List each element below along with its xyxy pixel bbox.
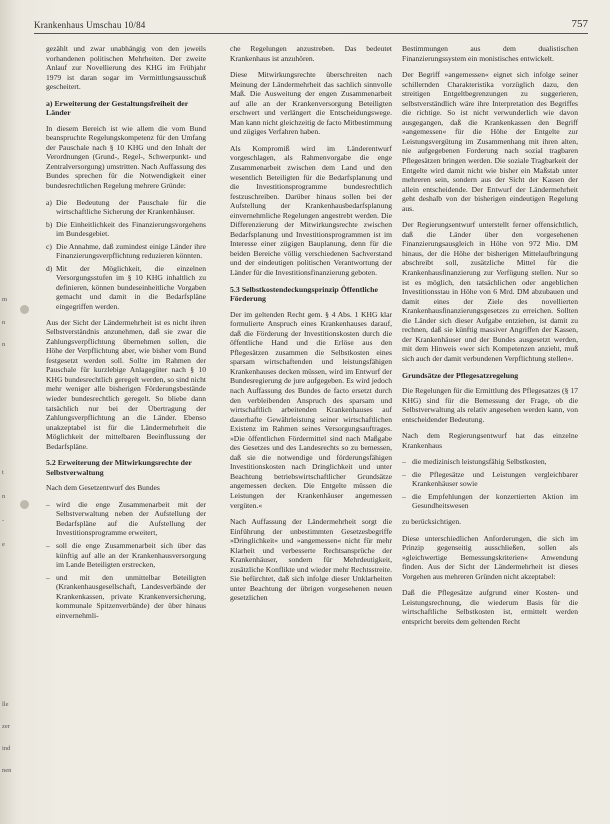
reasons-list <box>46 198 206 312</box>
list-item <box>46 220 206 239</box>
section-heading: a) Erweiterung der Gestaltungsfreiheit der Länder <box>46 98 189 118</box>
edge-fragment: zer <box>2 723 10 730</box>
paragraph: Als Kompromiß wird im Länderentwurf vorgeschlagen, als Rahmenvorgabe die enge Zusammenarbeit zwischen dem Land und den wesentlich Beteiligten für die Bedarfsplanung und die Investitionsprogramme bundesrechtlich festzuschreiben. Darüber hinaus sollen bei der Aufstellung der Krankenhausbedarfsplanung einvernehmliche Regelungen angestrebt werden. Die Differenzierung der Mitwirkungsrechte zwischen Bedarfsplanung und Investitionsprogrammen ist im Interesse einer zügigen Bauplanung, denn für die beiden Bereiche völlig verschiedenen Sachverstand und der eindeutigen politischen Verantwortung der Länder für die Investitionsfinanzierung geboten. <box>230 143 392 278</box>
edge-fragment: n <box>2 493 6 500</box>
paragraph: Die Regelungen für die Ermittlung des Pflegesatzes (§ 17 KHG) sind für die Bemessung der Frage, ob die Selbstverwaltung als relativ angesehen werden kann, von entscheidender Bedeutung. <box>402 386 578 424</box>
dash-list <box>402 457 578 511</box>
list-item: – die medizinisch leistungsfähig Selbstkosten, <box>402 457 578 467</box>
section-heading: 5.3 Selbstkostendeckungsprinzip Öffentliche Förderung <box>230 284 378 304</box>
list-item: – wird die enge Zusammenarbeit mit der Selbstverwaltung neben der Aufstellung der Bedarfspläne auf die Aufstellung der Investitionsprogramme erweitert, <box>46 500 206 538</box>
paragraph: Diese unterschiedlichen Anforderungen, die sich im Prinzip gegenseitig ausschließen, sollen als »gleichwertige Bemessungskriterien« Anwendung finden. Aus der Sicht der Ländermehrheit ist dieses Vorgehen aus mehreren Gründen nicht akzeptabel: <box>402 533 578 581</box>
list-item-text: Die Bedeutung der Pauschale für die wirtschaftliche Sicherung der Krankenhäuser. <box>56 197 206 217</box>
edge-fragment: e <box>2 541 5 548</box>
edge-fragment: nen <box>2 767 12 774</box>
list-item: – die Pflegesätze und Leistungen vergleichbarer Krankenhäuser sowie <box>402 470 578 489</box>
list-item-text: Die Einheitlichkeit des Finanzierungsvorgehens im Bundesgebiet. <box>56 219 206 239</box>
paragraph: Der Regierungsentwurf unterstellt ferner offensichtlich, daß die Länder über den vorgesehenen Finanzierungsausgleich in Höhe von 972 Mio. DM hinaus, der die Höhe der bisherigen Mittelaufbringung abschreibt soll, zusätzliche Mittel für die Krankenhausfinanzierung zur Verfügung stellen. Nur so ist es möglich, den tatsächlichen oder angeblichen Investitionsstau in Höhe von 6 Mrd. DM abzubauen und damit eines der Ziele des novellierten Krankenhausfinanzierungsgesetzes zu erreichen. Sollten die Länder sich dieser Aufgabe entziehen, ist damit zu rechnen, daß sie künftig massiver Angriffen der Kassen, der Krankenhäuser und der Bundes ausgesetzt werden, mit dem Hinweis »wer sich Kompetenzen anzieht, muß sich auch der damit verbundenen Verpflichtung stellen«. <box>402 220 578 363</box>
edge-fragment: ind <box>2 745 11 752</box>
paragraph: gezählt und zwar unabhängig von den jeweils vorhandenen politischen Mehrheiten. Der zweite Anlauf zur Novellierung des KHG im Frühjahr 1979 ist daran sogar im Vermittlungsausschuß gescheitert. <box>46 44 206 92</box>
paragraph: che Regelungen anzustreben. Das bedeutet Krankenhaus ist anzuhören. <box>230 44 392 63</box>
binding-holes <box>20 0 34 824</box>
journal-title: Krankenhaus Umschau 10/84 <box>34 20 146 30</box>
list-item: – und mit den unmittelbar Beteiligten (Krankenhausgesellschaft, Landesverbände der Krankenkassen, private Krankenversicherung, kommunale Spitzenverbände) der über hinaus einvernehmli- <box>46 573 206 621</box>
edge-fragment: m <box>2 296 8 303</box>
edge-fragment: n <box>2 319 6 326</box>
paragraph: Der im geltenden Recht gem. § 4 Abs. 1 KHG klar formulierte Anspruch eines Krankenhauses darauf, daß die Förderung der Investitionskosten durch die öffentliche Hand und die Erlöse aus den Pflegesätzen zusammen die Selbstkosten eines sparsam wirtschaftenden und leistungsfähigen Krankenhauses decken müssen, wird im Entwurf der Bundesregierung de jure aufgegeben. Es wird jedoch nach Auffassung des Bundes de facto ersetzt durch den verbleibenden Anspruch des sparsam und wirtschaftlich arbeitenden Krankenhauses auf dauerhafte Gewährleistung seiner wirtschaftlichen Existenz im Rahmen seines Versorgungsauftrages. »Die öffentlichen Fördermittel sind nach Maßgabe des Gesetzes und des Landesrechts so zu bemessen, daß sie die notwendige und förderungsfähigen Investitionskosten nach Dringlichkeit und unter Beachtung betriebswirtschaftlicher Grundsätze angemessen decken. Die Entgelte müssen die Leistungen der Krankenhäuser angemessen vergüten.« <box>230 309 392 510</box>
list-item: – die Empfehlungen der konzertierten Aktion im Gesundheitswesen <box>402 492 578 511</box>
paragraph: Diese Mitwirkungsrechte überschreiten nach Meinung der Ländermehrheit das sachlich sinnvolle Maß. Die Ausweitung der engen Zusammenarbeit auf alle an der Krankenversorgung Beteiligten erschwert und verlängert die Entscheidungswege. Man kann nicht gleichzeitig de facto Mitbestimmung und zügiges Verfahren haben. <box>230 70 392 137</box>
paragraph: Nach dem Regierungsentwurf hat das einzelne Krankenhaus <box>402 431 578 450</box>
paragraph: Bestimmungen aus dem dualistischen Finanzierungssystem ein monistisches entwickelt. <box>402 44 578 63</box>
paragraph: Der Begriff »angemessen« eignet sich infolge seiner schillernden Charakteristika vorzüglich dazu, den streitigen Entgeltbegrenzungen zu suggerieren, selbstverständlich wäre ihre Interpretation des Begriffes die richtige. So ist nicht verwunderlich wie davon ausgegangen, daß die Krankenkassen den Begriff »angemessen« für die Höhe der Entgelte zur Leistungsvergütung im Zusammenhang mit ihren alten, nie aufgegebenen Forderung nach sozial tragbaren Pflegesätzen bringen werden. Die soziale Tragbarkeit der Entgelte wird damit nicht wie bisher ein Maßstab unter mehreren sein, sondern aus der Sicht der Kassen der allein entscheidende. Der Entwurf der Ländermehrheit geht deshalb von der bisherigen eindeutigen Regelung aus. <box>402 70 578 213</box>
list-item <box>46 198 206 217</box>
page-number: 757 <box>571 18 588 30</box>
paragraph: Nach Auffassung der Ländermehrheit sorgt die Einführung der unbestimmten Gesetzesbegriffe »Dringlichkeit« und »angemessen« nicht für mehr Klarheit und verbesserte Rechtsansprüche der Krankenhäuser, sondern für Mehrdeutigkeit, zusätzliche Konflikte und wieder mehr Rechtsstreite. Sie befürchtet, daß sich infolge dieser Unklarheiten unter Beachtung der übrigen vorgesehenen neuen gesetzlichen <box>230 517 392 603</box>
list-item <box>46 242 206 261</box>
section-heading: 5.2 Erweiterung der Mitwirkungsrechte der Selbstverwaltung <box>46 458 192 477</box>
column-2 <box>230 44 392 814</box>
paragraph: Aus der Sicht der Ländermehrheit ist es nicht ihren Selbstverständnis anzunehmen, daß sie zwar die Zahlungsverpflichtung übernehmen sollen, die Höhe der Verpflichtung aber, wie bisher vom Bund festgesetzt werden soll. Sollte im Rahmen der Pauschale für kurzlebige Anlagegüter nach § 10 KHG bundesrechtlich geregelt werden, so sind nicht mehr weniger alle bisherigen Förderungsbestände wieder bundesrechtlich geregelt. So bliebe dann tatsächlich nur bei der Übertragung der Zahlungsverpflichtung an die Länder. Ebenso unakzeptabel ist für die Ländermehrheit die Möglichkeit der mittelbaren Beeinflussung der Bedarfspläne. <box>46 317 206 451</box>
paragraph: In diesem Bereich ist wie allem die vom Bund beanspruchte Regelungskompetenz für den Umfang der Pauschale nach § 10 KHG und den Inhalt der Verordnungen (Grund-, Regel-, Schwerpunkt- und Zentralversorgung) umstritten. Nach Auffassung des Bundes sprechen für die Notwendigkeit einer bundesrechtlichen Regelung mehrere Gründe: <box>46 123 206 191</box>
left-edge-fragments <box>0 0 18 824</box>
list-item-text: Mit der Möglichkeit, die einzelnen Versorgungsstufen im § 10 KHG inhaltlich zu definieren, können bundeseinheitliche Vorgaben gemacht und damit in die Bedarfspläne eingegriffen werden. <box>56 263 206 312</box>
edge-fragment: - <box>2 517 5 524</box>
list-item-text: Die Annahme, daß zumindest einige Länder ihre Finanzierungsverpflichtung reduzieren könnten. <box>56 241 206 261</box>
column-1 <box>46 44 206 814</box>
paragraph: Nach dem Gesetzentwurf des Bundes <box>46 483 160 493</box>
paragraph: Daß die Pflegesätze aufgrund einer Kosten- und Leistungsrechnung, die wiederum Basis für die wirtschaftliche Selbstkosten ist, ermittelt werden entspricht bereits dem geltenden Recht <box>402 588 578 626</box>
edge-fragment: lle <box>2 701 9 708</box>
punch-hole <box>20 500 29 509</box>
edge-fragment: t <box>2 469 4 476</box>
dash-list <box>46 500 206 621</box>
edge-fragment: n <box>2 341 6 348</box>
punch-hole <box>20 305 29 314</box>
list-item: – soll die enge Zusammenarbeit sich über das künftig auf alle an der Krankenhausversorgung im Lande Beteiligten erstrecken, <box>46 541 206 570</box>
list-item <box>46 264 206 312</box>
section-heading: Grundsätze der Pflegesatzregelung <box>402 370 519 380</box>
paragraph: zu berücksichtigen. <box>402 517 462 527</box>
column-3 <box>402 44 578 814</box>
running-header <box>34 18 588 34</box>
header-rule <box>34 33 588 34</box>
